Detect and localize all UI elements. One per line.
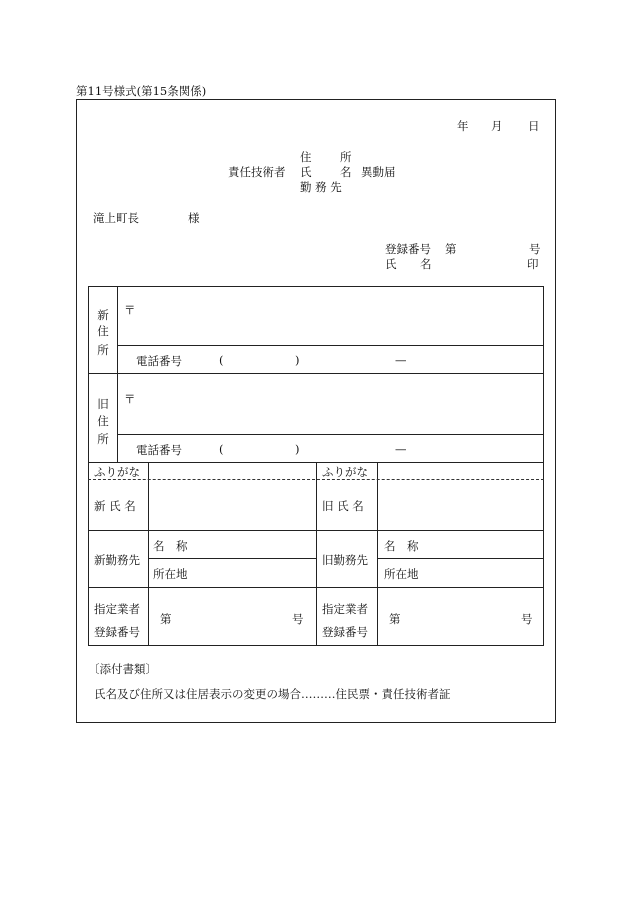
address-section-divider <box>88 373 544 374</box>
old-address-label-char-2: 住 <box>97 414 109 428</box>
table-border-left <box>88 286 89 646</box>
designated-no-prefix-left: 第 <box>160 612 172 626</box>
heading-prefix: 責任技術者 <box>228 165 286 179</box>
old-workplace-label: 旧勤務先 <box>322 553 368 567</box>
designated-no-prefix-right: 第 <box>389 612 401 626</box>
designated-no-suffix-left: 号 <box>292 612 304 626</box>
new-address-postal-mark: 〒 <box>124 303 136 317</box>
date-year: 年 <box>457 119 469 133</box>
address-label-divider <box>117 286 118 462</box>
designated-no-suffix-right: 号 <box>521 612 533 626</box>
left-label-divider <box>148 462 149 646</box>
heading-line-address-b: 所 <box>340 150 352 164</box>
new-workplace-label: 新勤務先 <box>94 553 140 567</box>
date-day: 日 <box>528 119 540 133</box>
new-workplace-name-label: 名 称 <box>153 539 188 553</box>
applicant-reg-suffix: 号 <box>529 242 541 256</box>
attachments-heading: 〔添付書類〕 <box>88 662 157 676</box>
designated-label-line2-right: 登録番号 <box>322 625 368 639</box>
new-address-label-char-1: 新 <box>97 308 109 322</box>
old-address-phone-divider <box>117 434 544 435</box>
table-border-top <box>88 286 544 287</box>
new-workplace-mid-line <box>148 558 317 559</box>
designated-label-line1: 指定業者 <box>94 602 140 616</box>
right-label-divider <box>377 462 378 646</box>
old-address-label-char-3: 所 <box>97 432 109 446</box>
addressee-name: 滝上町長 <box>93 211 139 225</box>
date-month: 月 <box>491 119 503 133</box>
heading-suffix: 異動届 <box>361 165 396 179</box>
old-address-phone-label: 電話番号 <box>136 443 182 457</box>
addressee-honorific: 様 <box>188 211 200 225</box>
old-address-paren-open: ( <box>219 442 224 456</box>
new-name-label: 新 氏 名 <box>94 499 136 513</box>
new-address-phone-divider <box>117 345 544 346</box>
new-address-paren-open: ( <box>219 353 224 367</box>
new-address-dash: — <box>395 353 407 367</box>
applicant-reg-prefix: 第 <box>445 242 457 256</box>
old-workplace-name-label: 名 称 <box>384 539 419 553</box>
old-address-label-char-1: 旧 <box>97 397 109 411</box>
workplace-section-bottom <box>88 587 544 588</box>
new-address-label-char-2: 住 <box>97 324 109 338</box>
heading-line-name-a: 氏 <box>300 165 312 179</box>
old-workplace-location-label: 所在地 <box>384 567 419 581</box>
heading-line-address-a: 住 <box>300 150 312 164</box>
names-section-bottom <box>88 530 544 531</box>
center-divider <box>316 462 317 646</box>
heading-line-workplace: 勤 務 先 <box>300 180 342 194</box>
old-address-postal-mark: 〒 <box>124 392 136 406</box>
old-address-dash: — <box>395 442 407 456</box>
applicant-name-label-a: 氏 <box>385 257 397 271</box>
applicant-reg-label: 登録番号 <box>385 242 431 256</box>
designated-label-line1-right: 指定業者 <box>322 602 368 616</box>
designated-label-line2: 登録番号 <box>94 625 140 639</box>
new-address-label-char-3: 所 <box>97 343 109 357</box>
applicant-name-label-b: 名 <box>420 257 432 271</box>
old-address-paren-close: ) <box>295 442 300 456</box>
old-workplace-mid-line <box>377 558 544 559</box>
new-workplace-location-label: 所在地 <box>153 567 188 581</box>
old-furigana-label: ふりがな <box>322 465 368 479</box>
new-address-paren-close: ) <box>295 353 300 367</box>
table-border-right <box>543 286 544 646</box>
new-address-phone-label: 電話番号 <box>136 354 182 368</box>
applicant-seal: 印 <box>527 257 539 271</box>
attachments-text: 氏名及び住所又は住居表示の変更の場合………住民票・責任技術者証 <box>94 687 451 701</box>
heading-line-name-b: 名 <box>340 165 352 179</box>
furigana-dashed-line <box>88 479 544 480</box>
new-furigana-label: ふりがな <box>94 465 140 479</box>
old-name-label: 旧 氏 名 <box>322 499 364 513</box>
form-number: 第11号様式(第15条関係) <box>76 84 207 98</box>
